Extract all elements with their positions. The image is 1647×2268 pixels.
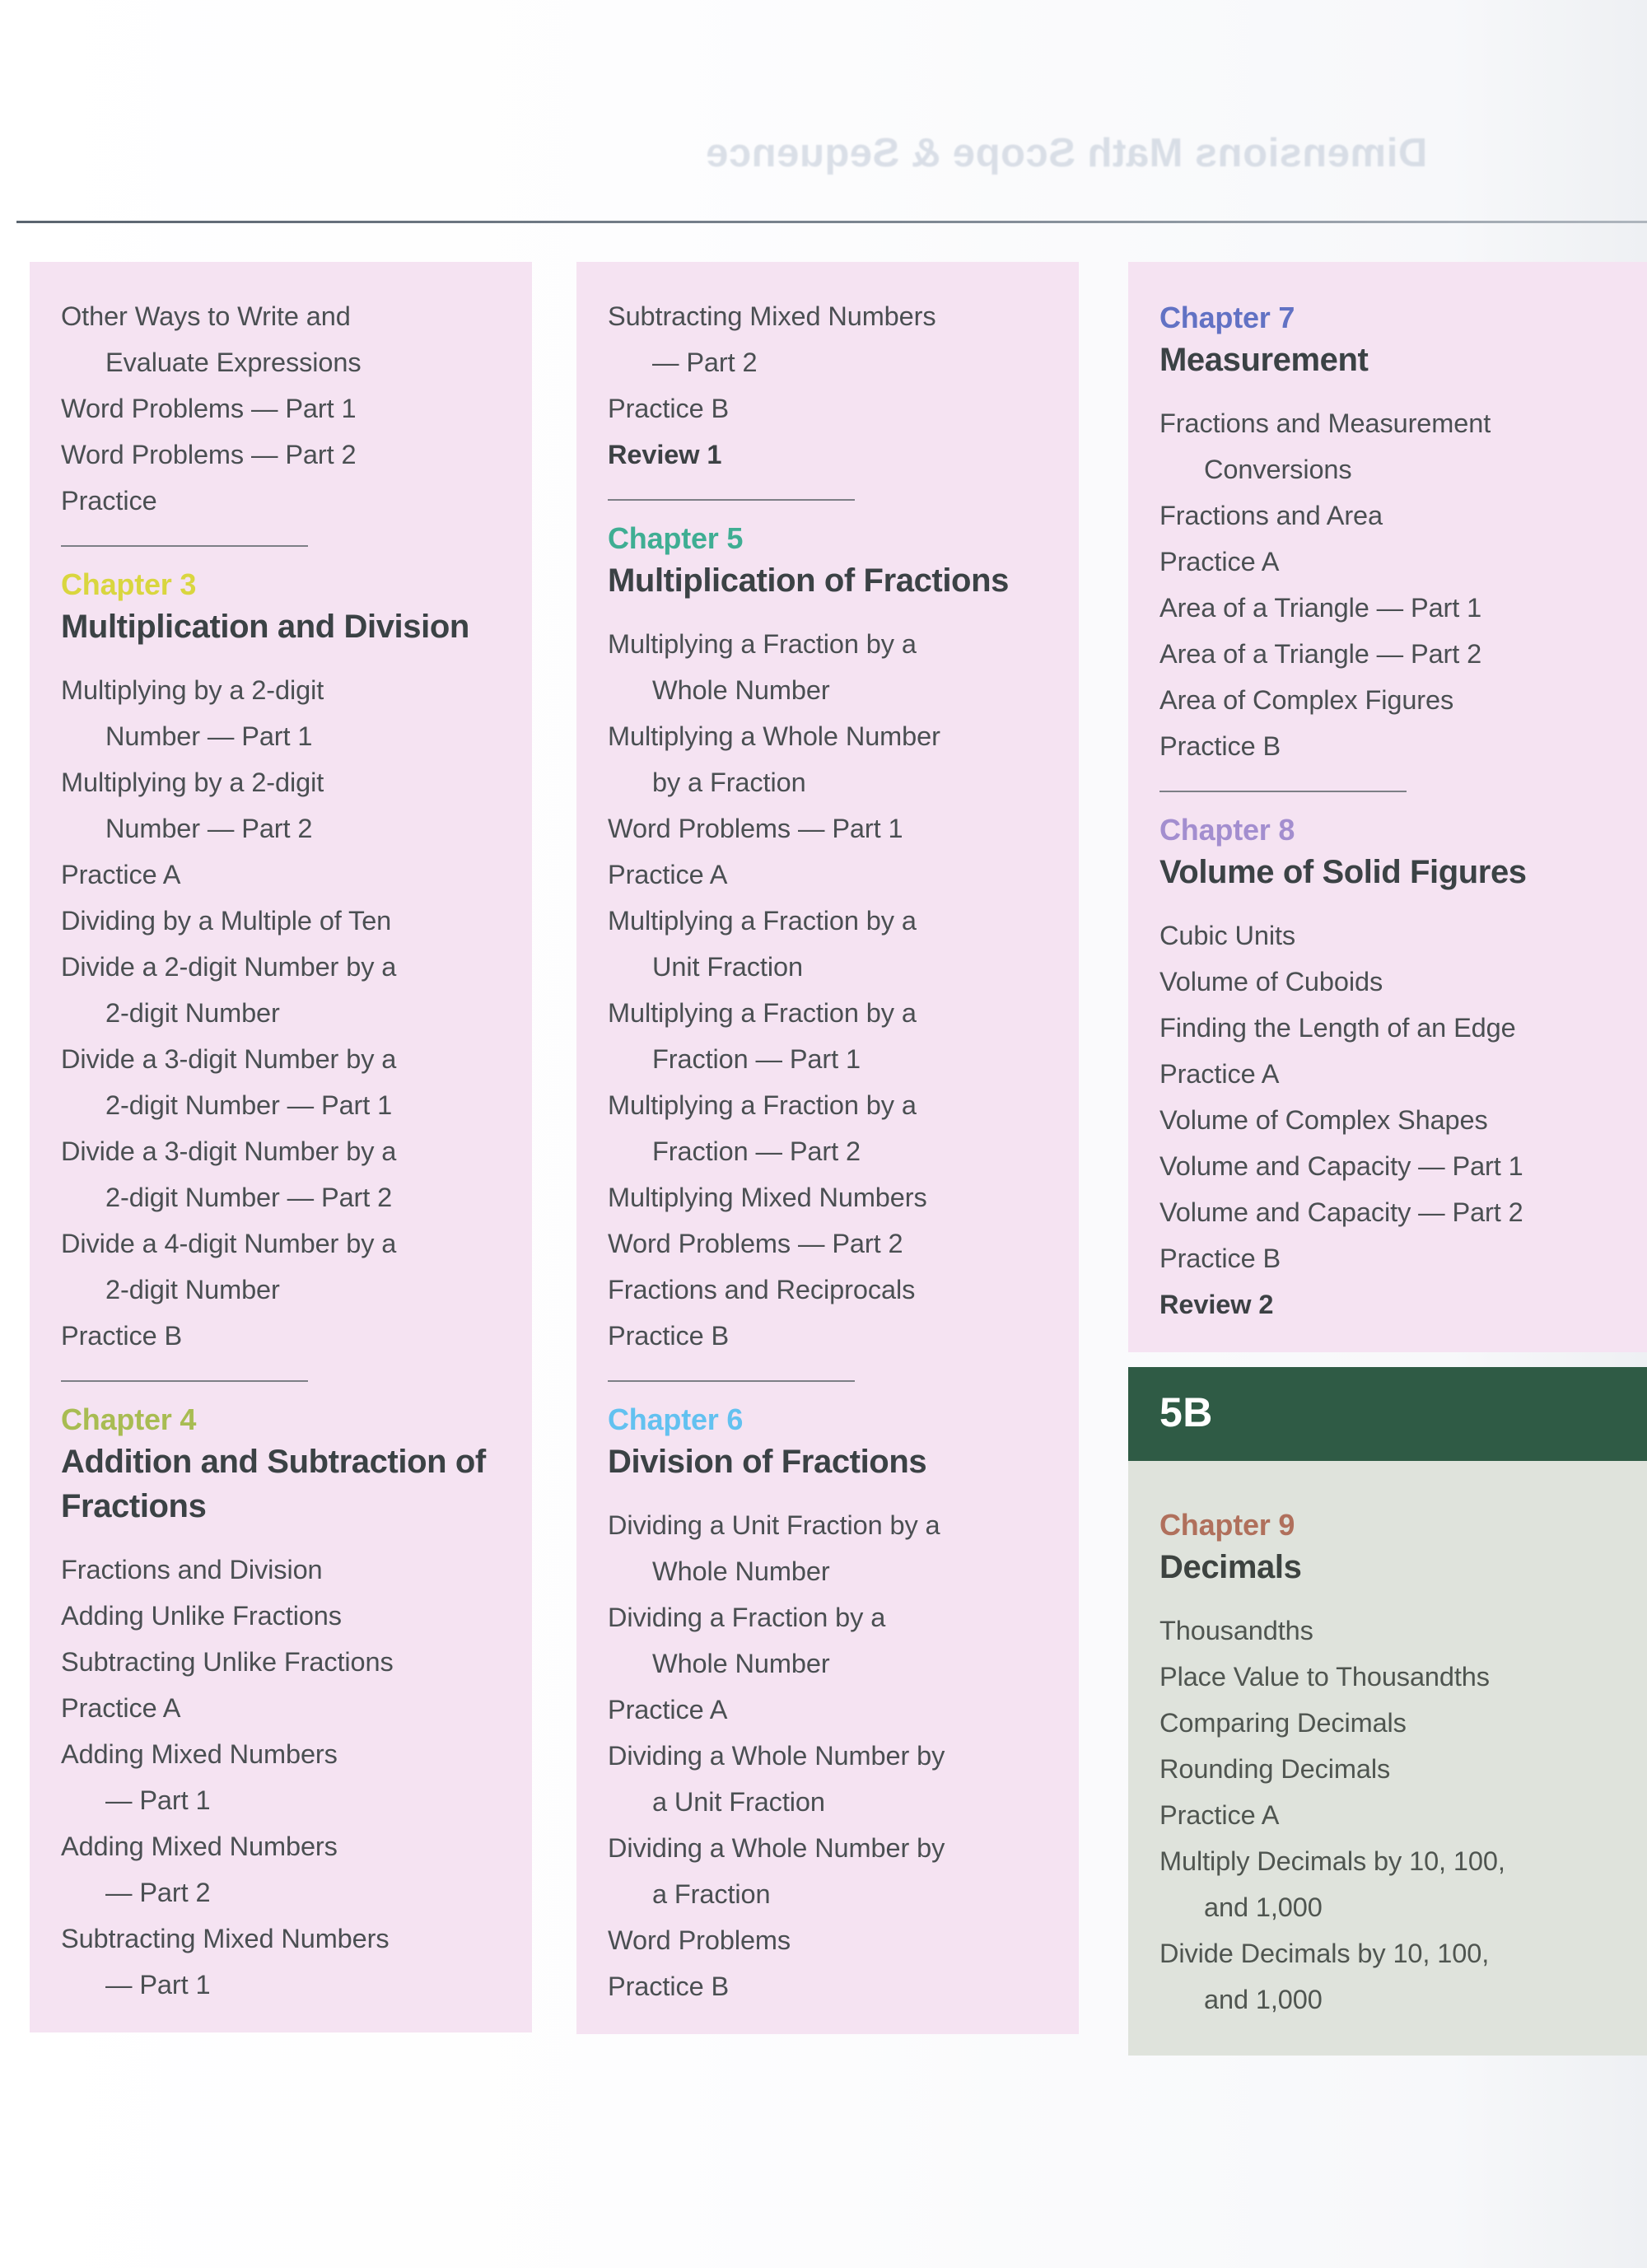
lesson-entry: — Part 1 xyxy=(105,1785,211,1815)
chapter-number: Chapter 9 xyxy=(1159,1508,1295,1542)
lesson-entry: Multiplying by a 2-digit xyxy=(61,675,324,705)
lesson-entry: Subtracting Unlike Fractions xyxy=(61,1647,394,1677)
section-divider xyxy=(1159,791,1407,792)
lesson-list xyxy=(1159,400,1619,769)
column-2 xyxy=(576,262,1079,2034)
lesson-entry: Conversions xyxy=(1204,455,1352,484)
chapter-number: Chapter 5 xyxy=(608,521,744,555)
lesson-list xyxy=(1159,912,1619,1328)
chapter-block xyxy=(1159,810,1619,1328)
lesson-entry: Fractions and Measurement xyxy=(1159,408,1491,438)
showthrough-header-text: Dimensions Math Scope & Sequence xyxy=(705,131,1428,175)
lesson-entry: Divide Decimals by 10, 100, xyxy=(1159,1939,1490,1968)
lesson-entry: Practice A xyxy=(608,860,728,889)
chapter-block xyxy=(1159,298,1619,769)
review-entry: Review 2 xyxy=(1159,1290,1274,1319)
lesson-entry: Adding Unlike Fractions xyxy=(61,1601,342,1631)
lesson-entry: Rounding Decimals xyxy=(1159,1754,1391,1784)
panel-gap xyxy=(1128,1352,1647,1367)
lesson-entry: Practice B xyxy=(608,1972,730,2001)
section-divider xyxy=(608,1380,855,1382)
lesson-entry: Word Problems — Part 2 xyxy=(608,1229,903,1258)
lesson-entry: Multiplying a Fraction by a xyxy=(608,906,917,936)
lesson-entry: Multiply Decimals by 10, 100, xyxy=(1159,1846,1505,1876)
lesson-entry: Practice A xyxy=(1159,547,1280,576)
lesson-list xyxy=(61,1547,504,2008)
lesson-entry: Multiplying a Fraction by a xyxy=(608,998,917,1028)
lesson-list xyxy=(608,1502,1051,2009)
chapter-title: Multiplication of Fractions xyxy=(608,562,1009,599)
chapter-title: Addition and Subtraction of Fractions xyxy=(61,1444,486,1524)
lesson-entry: 2-digit Number xyxy=(105,998,280,1028)
chapter-title: Volume of Solid Figures xyxy=(1159,854,1527,890)
lesson-entry: Multiplying a Whole Number xyxy=(608,721,940,751)
chapter-block xyxy=(608,519,1051,1359)
chapter-title: Decimals xyxy=(1159,1549,1302,1585)
content-panel xyxy=(576,262,1079,2034)
lesson-entry: Divide a 3-digit Number by a xyxy=(61,1136,397,1166)
lesson-entry: Adding Mixed Numbers xyxy=(61,1832,338,1861)
lesson-entry: Divide a 2-digit Number by a xyxy=(61,952,397,982)
lesson-entry: Practice A xyxy=(1159,1059,1280,1089)
lesson-entry: Number — Part 1 xyxy=(105,721,313,751)
chapter-block xyxy=(608,1400,1051,2009)
lesson-entry: — Part 1 xyxy=(105,1970,211,2000)
lesson-entry: Finding the Length of an Edge xyxy=(1159,1013,1516,1043)
lesson-entry: Multiplying Mixed Numbers xyxy=(608,1183,927,1212)
column-3 xyxy=(1128,262,1647,2056)
grade-band-label: 5B xyxy=(1159,1389,1213,1435)
lesson-entry: Divide a 4-digit Number by a xyxy=(61,1229,397,1258)
lesson-entry: Practice B xyxy=(61,1321,183,1351)
chapter-block xyxy=(61,1400,504,2008)
column-1 xyxy=(30,262,532,2032)
lesson-entry: 2-digit Number — Part 1 xyxy=(105,1090,393,1120)
lesson-entry: Multiplying a Fraction by a xyxy=(608,629,917,659)
lesson-entry: Word Problems — Part 1 xyxy=(61,394,357,423)
lesson-list xyxy=(61,667,504,1359)
chapter-block xyxy=(61,565,504,1359)
lesson-entry: Multiplying by a 2-digit xyxy=(61,768,324,797)
grade-band-panel xyxy=(1128,1461,1647,2056)
lesson-entry: Fraction — Part 2 xyxy=(652,1136,861,1166)
lesson-entry: Other Ways to Write and xyxy=(61,301,351,331)
chapter-number: Chapter 8 xyxy=(1159,813,1295,847)
panel-inner xyxy=(1128,262,1647,1352)
lesson-entry: Practice B xyxy=(608,394,730,423)
chapter-title: Division of Fractions xyxy=(608,1444,927,1480)
lesson-entry: Fraction — Part 1 xyxy=(652,1044,861,1074)
lesson-list xyxy=(608,293,1051,478)
lesson-entry: a Unit Fraction xyxy=(652,1787,825,1817)
lesson-entry: Word Problems xyxy=(608,1925,791,1955)
lesson-entry: Fractions and Reciprocals xyxy=(608,1275,916,1304)
lesson-entry: Practice A xyxy=(1159,1800,1280,1830)
lesson-entry: Fractions and Area xyxy=(1159,501,1383,530)
lesson-entry: — Part 2 xyxy=(105,1878,211,1907)
lesson-entry: Whole Number xyxy=(652,1556,830,1586)
lesson-entry: Thousandths xyxy=(1159,1616,1313,1645)
chapter-number: Chapter 4 xyxy=(61,1402,197,1436)
lesson-entry: Divide a 3-digit Number by a xyxy=(61,1044,397,1074)
chapter-number: Chapter 3 xyxy=(61,567,197,601)
lesson-entry: Fractions and Division xyxy=(61,1555,323,1584)
lesson-entry: Dividing a Unit Fraction by a xyxy=(608,1510,940,1540)
chapter-title: Measurement xyxy=(1159,342,1369,378)
lesson-list xyxy=(608,621,1051,1359)
lesson-entry: Whole Number xyxy=(652,675,830,705)
chapter-block xyxy=(1159,1505,1619,2023)
lesson-list xyxy=(1159,1608,1619,2023)
lesson-entry: Adding Mixed Numbers xyxy=(61,1739,338,1769)
section-divider xyxy=(608,499,855,501)
lesson-entry: Place Value to Thousandths xyxy=(1159,1662,1490,1692)
lesson-entry: Multiplying a Fraction by a xyxy=(608,1090,917,1120)
lesson-entry: Dividing a Whole Number by xyxy=(608,1741,945,1771)
lesson-entry: and 1,000 xyxy=(1204,1985,1323,2014)
lesson-entry: Area of a Triangle — Part 2 xyxy=(1159,639,1482,669)
lesson-entry: Volume and Capacity — Part 2 xyxy=(1159,1197,1523,1227)
lesson-entry: Practice A xyxy=(61,1693,181,1723)
content-panel xyxy=(1128,262,1647,1352)
lesson-entry: 2-digit Number xyxy=(105,1275,280,1304)
section-divider xyxy=(61,1380,308,1382)
lesson-entry: a Fraction xyxy=(652,1879,771,1909)
lesson-entry: Practice A xyxy=(61,860,181,889)
lesson-entry: Volume and Capacity — Part 1 xyxy=(1159,1151,1523,1181)
chapter-number: Chapter 7 xyxy=(1159,301,1295,334)
lesson-entry: — Part 2 xyxy=(652,348,758,377)
lesson-entry: Practice B xyxy=(608,1321,730,1351)
lesson-entry: Practice B xyxy=(1159,1244,1281,1273)
lesson-entry: Cubic Units xyxy=(1159,921,1296,950)
lesson-entry: Word Problems — Part 1 xyxy=(608,814,903,843)
lesson-entry: by a Fraction xyxy=(652,768,806,797)
lesson-entry: Volume of Complex Shapes xyxy=(1159,1105,1488,1135)
lesson-entry: 2-digit Number — Part 2 xyxy=(105,1183,393,1212)
lesson-entry: Dividing a Whole Number by xyxy=(608,1833,945,1863)
lesson-entry: Subtracting Mixed Numbers xyxy=(61,1924,390,1953)
panel-inner xyxy=(576,262,1079,2034)
chapter-number: Chapter 6 xyxy=(608,1402,744,1436)
lesson-entry: Practice xyxy=(61,486,157,516)
lesson-entry: Word Problems — Part 2 xyxy=(61,440,357,469)
lesson-entry: Whole Number xyxy=(652,1649,830,1678)
lesson-entry: Unit Fraction xyxy=(652,952,803,982)
lesson-entry: Dividing a Fraction by a xyxy=(608,1603,886,1632)
lesson-entry: Subtracting Mixed Numbers xyxy=(608,301,936,331)
lesson-entry: Area of a Triangle — Part 1 xyxy=(1159,593,1482,623)
lesson-entry: Area of Complex Figures xyxy=(1159,685,1454,715)
lesson-entry: and 1,000 xyxy=(1204,1892,1323,1922)
section-divider xyxy=(61,545,308,547)
chapter-title: Multiplication and Division xyxy=(61,609,469,645)
content-panel xyxy=(30,262,532,2032)
header-divider-rule xyxy=(16,221,1647,223)
grade-band-header xyxy=(1128,1367,1647,1461)
lesson-entry: Practice B xyxy=(1159,731,1281,761)
lesson-entry: Dividing by a Multiple of Ten xyxy=(61,906,392,936)
lesson-entry: Comparing Decimals xyxy=(1159,1708,1407,1738)
lesson-list xyxy=(61,293,504,524)
lesson-entry: Evaluate Expressions xyxy=(105,348,362,377)
lesson-entry: Practice A xyxy=(608,1695,728,1724)
review-entry: Review 1 xyxy=(608,440,722,469)
panel-inner xyxy=(30,262,532,2032)
lesson-entry: Number — Part 2 xyxy=(105,814,313,843)
lesson-entry: Volume of Cuboids xyxy=(1159,967,1383,996)
